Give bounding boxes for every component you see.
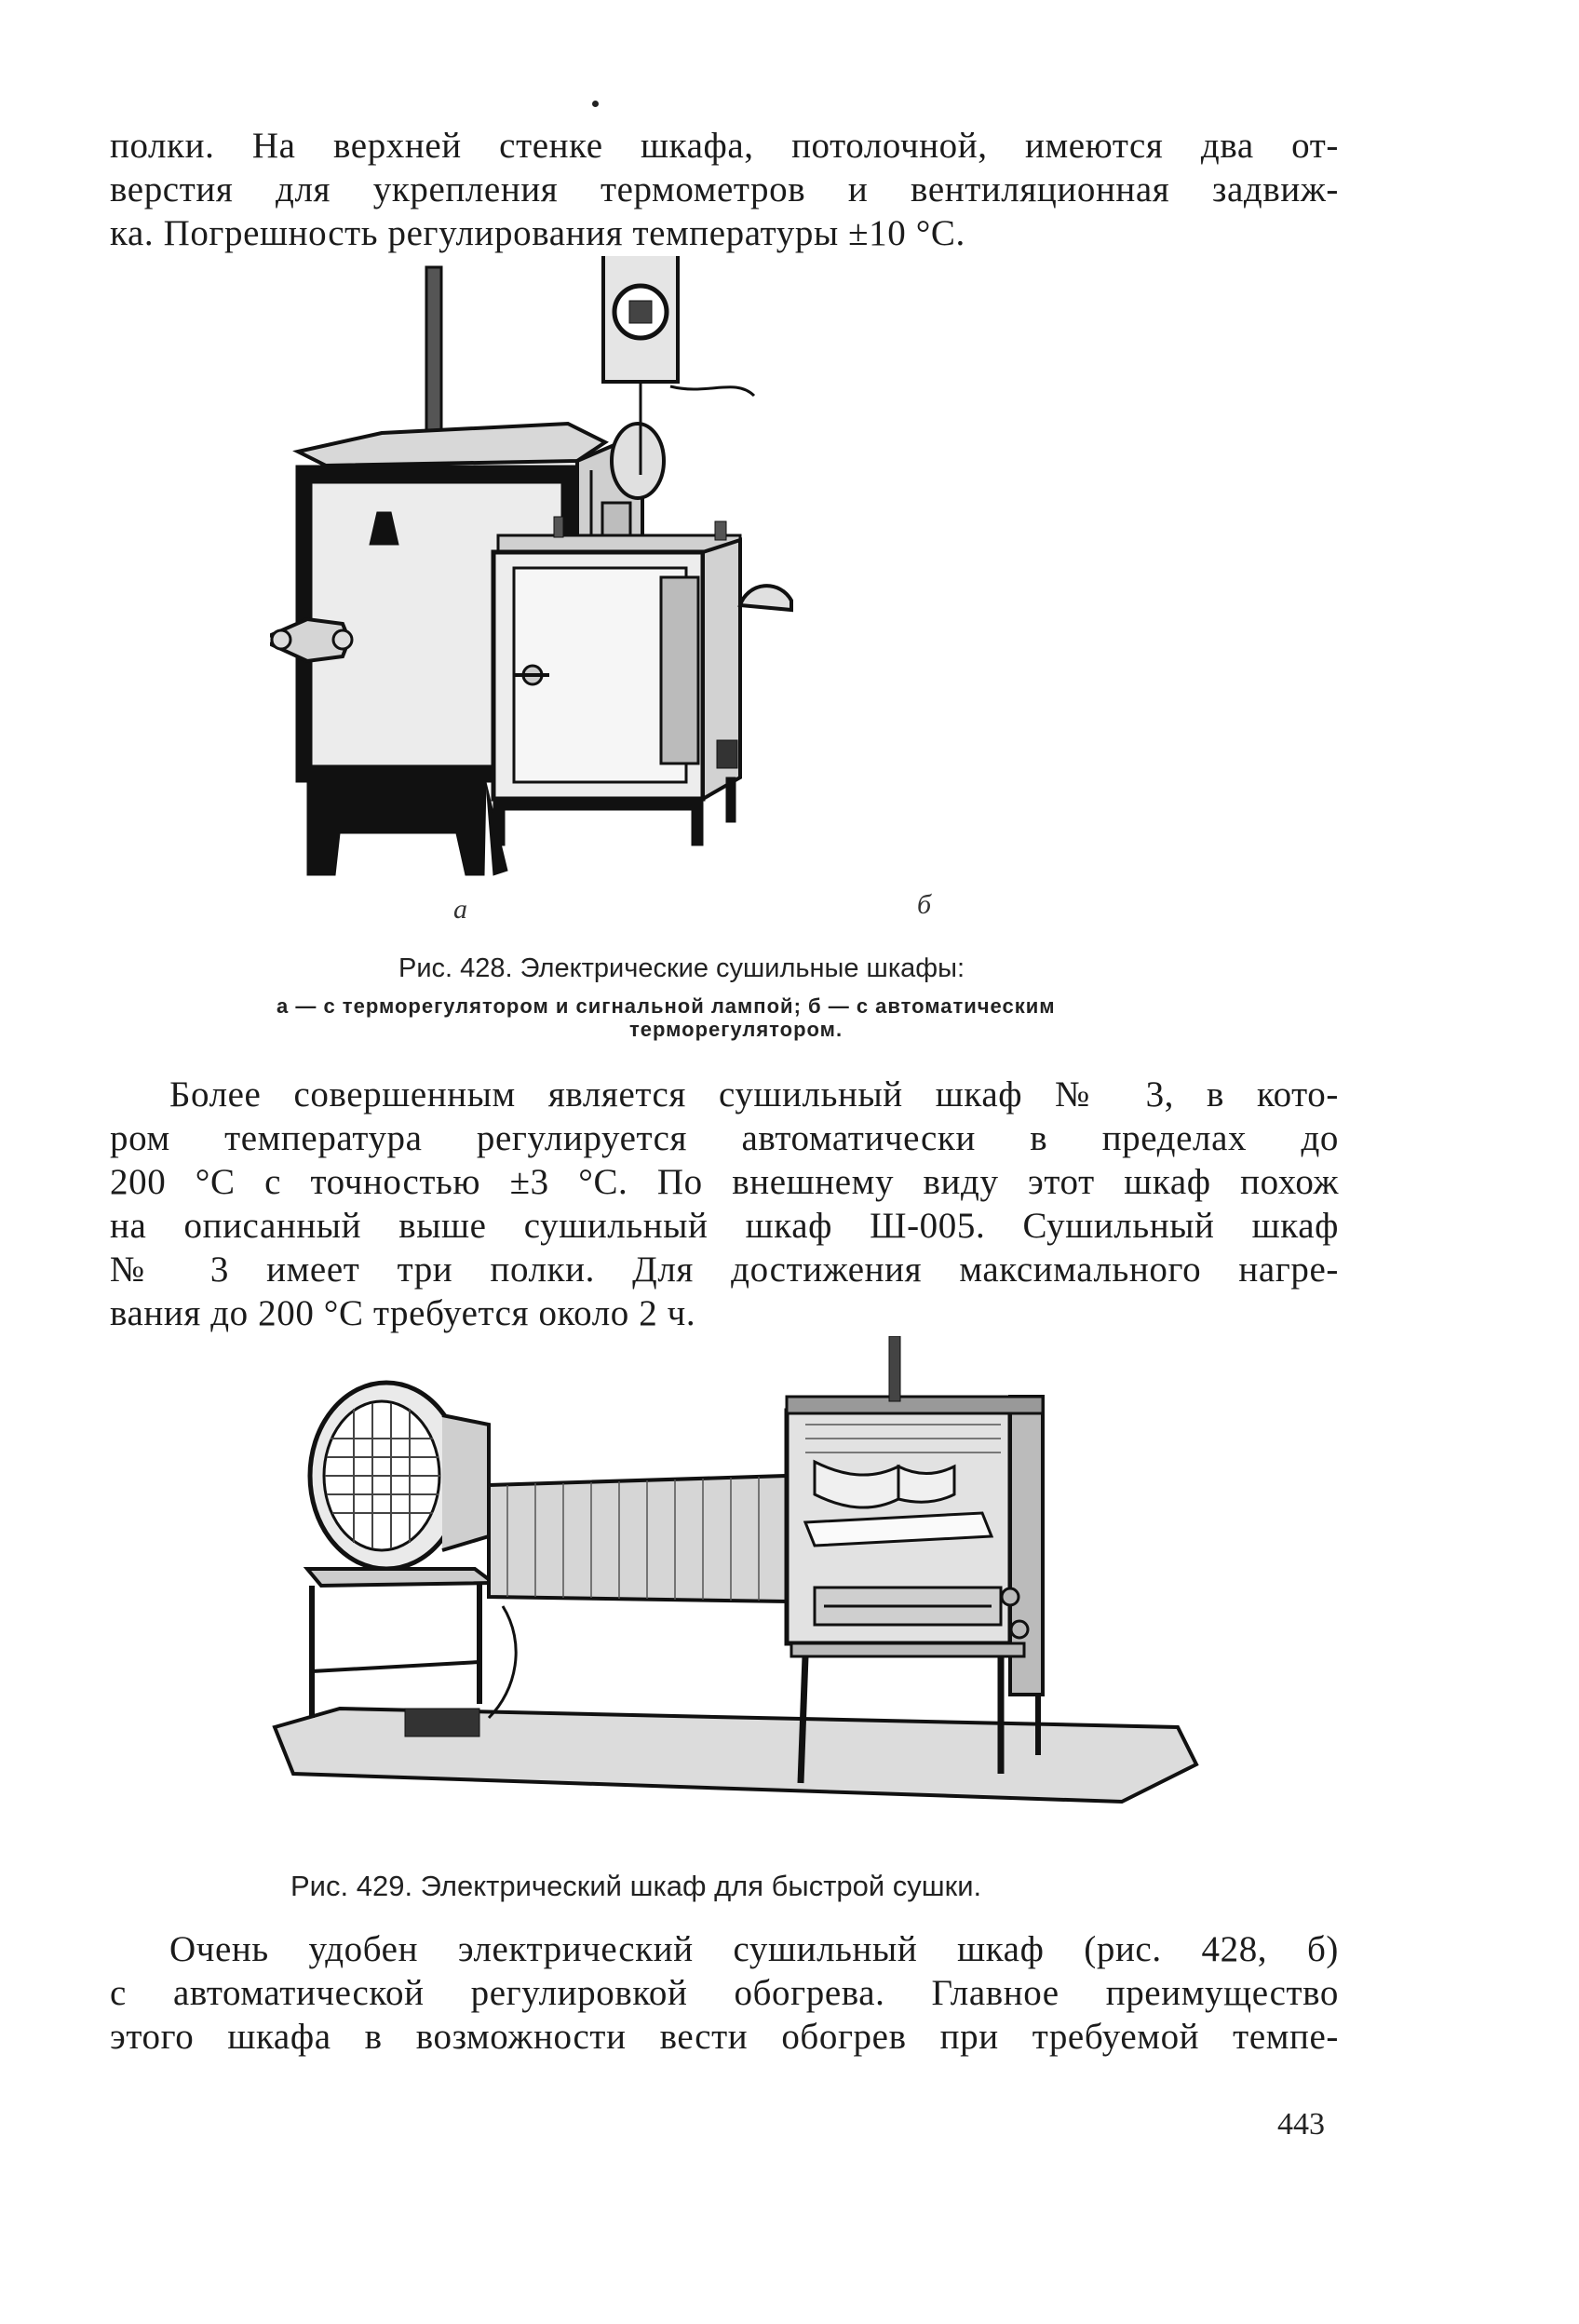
- text-line: Более совершенным является сушильный шкаф № 3, в кото-: [169, 1074, 1339, 1115]
- bottom-paragraph: [110, 1927, 1339, 2059]
- text-line: верстия для укрепления термометров и вентиляционная задвиж-: [110, 169, 1339, 209]
- figure-429: [265, 1336, 1215, 1839]
- page-number: 443: [1277, 2107, 1325, 2142]
- top-paragraph: [110, 124, 1339, 255]
- figure-428-caption-line: терморегулятором.: [629, 1018, 843, 1041]
- text-line: 200 °С с точностью ±3 °С. По внешнему виду этот шкаф похож: [110, 1162, 1339, 1202]
- figure-428-illustration: [270, 256, 1220, 908]
- figure-label-a: а: [453, 894, 467, 925]
- text-line: на описанный выше сушильный шкаф Ш-005. Сушильный шкаф: [110, 1206, 1339, 1246]
- print-speck: [592, 101, 599, 107]
- figure-label-b: б: [917, 889, 932, 920]
- text-line: ром температура регулируется автоматически в пределах до: [110, 1118, 1339, 1158]
- text-line: вания до 200 °С требуется около 2 ч.: [110, 1293, 696, 1333]
- figure-429-illustration: [265, 1336, 1215, 1839]
- figure-428-caption-line: а — с терморегулятором и сигнальной лампой; б — с автоматическим: [277, 994, 1056, 1018]
- text-line: № 3 имеет три полки. Для достижения максимального нагре-: [110, 1250, 1339, 1290]
- text-line: полки. На верхней стенке шкафа, потолочной, имеются два от-: [110, 126, 1339, 166]
- middle-paragraph: [110, 1073, 1339, 1335]
- figure-428: [270, 256, 1220, 908]
- text-line: с автоматической регулировкой обогрева. Главное преимущество: [110, 1973, 1339, 2013]
- text-line: Очень удобен электрический сушильный шкаф (рис. 428, б): [169, 1929, 1339, 1969]
- figure-428-caption-title: Рис. 428. Электрические сушильные шкафы:: [398, 953, 965, 983]
- text-line: этого шкафа в возможности вести обогрев при требуемой темпе-: [110, 2017, 1339, 2057]
- text-line: ка. Погрешность регулирования температуры ±10 °С.: [110, 213, 965, 253]
- figure-429-caption: Рис. 429. Электрический шкаф для быстрой сушки.: [290, 1870, 982, 1902]
- drying-cabinet-b: [493, 256, 791, 845]
